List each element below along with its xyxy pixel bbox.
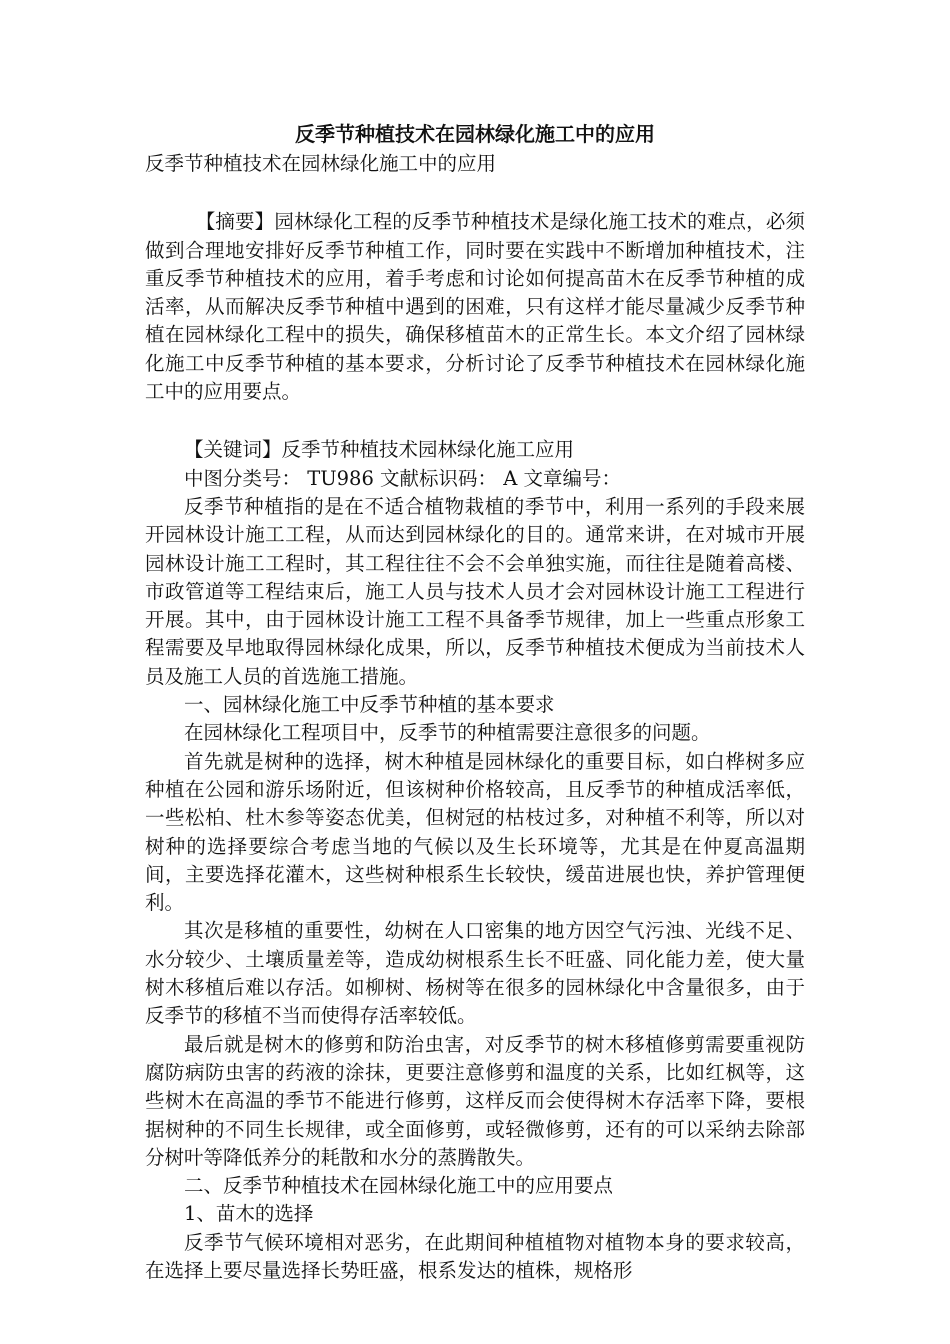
section2-paragraph-1: 反季节气候环境相对恶劣，在此期间种植植物对植物本身的要求较高，在选择上要尽量选择长势旺盛，根系发达的植株，规格形	[145, 1230, 805, 1282]
keywords-line: 【关键词】反季节种植技术园林绿化施工应用	[184, 438, 575, 462]
section-heading-2: 二、反季节种植技术在园林绿化施工中的应用要点	[184, 1174, 614, 1198]
document-body	[145, 150, 805, 1285]
intro-paragraph: 反季节种植指的是在不适合植物栽植的季节中，利用一系列的手段来展开园林设计施工工程，从而达到园林绿化的目的。通常来讲，在对城市开展园林设计施工工程时，其工程往往不会不会单独实施，而往往是随着高楼、市政管道等工程结束后，施工人员与技术人员才会对园林设计施工工程进行开展。其中，由于园林设计施工工程不具备季节规律，加上一些重点形象工程需要及早地取得园林绿化成果，所以，反季节种植技术便成为当前技术人员及施工人员的首选施工措施。	[145, 494, 805, 688]
document-title: 反季节种植技术在园林绿化施工中的应用	[295, 122, 655, 146]
subsection-heading-1: 1、苗木的选择	[184, 1202, 314, 1226]
abstract-paragraph: 【摘要】园林绿化工程的反季节种植技术是绿化施工技术的难点，必须做到合理地安排好反季节种植工作，同时要在实践中不断增加种植技术，注重反季节种植技术的应用，着手考虑和讨论如何提高苗木在反季节种植的成活率，从而解决反季节种植中遇到的困难，只有这样才能尽量减少反季节种植在园林绿化工程中的损失，确保移植苗木的正常生长。本文介绍了园林绿化施工中反季节种植的基本要求，分析讨论了反季节种植技术在园林绿化施工中的应用要点。	[145, 210, 805, 404]
section1-paragraph-2: 首先就是树种的选择，树木种植是园林绿化的重要目标，如白桦树多应种植在公园和游乐场附近，但该树种价格较高，且反季节的种植成活率低，一些松柏、杜木参等姿态优美，但树冠的枯枝过多，对种植不利等，所以对树种的选择要综合考虑当地的气候以及生长环境等，尤其是在仲夏高温期间，主要选择花灌木，这些树种根系生长较快，缓苗进展也快，养护管理便利。	[145, 749, 805, 915]
section1-paragraph-4: 最后就是树木的修剪和防治虫害，对反季节的树木移植修剪需要重视防腐防病防虫害的药液的涂抹，更要注意修剪和温度的关系，比如红枫等，这些树木在高温的季节不能进行修剪，这样反而会使得树木存活率下降，要根据树种的不同生长规律，或全面修剪，或轻微修剪，还有的可以采纳去除部分树叶等降低养分的耗散和水分的蒸腾散失。	[145, 1032, 805, 1169]
section1-paragraph-1: 在园林绿化工程项目中，反季节的种植需要注意很多的问题。	[184, 721, 711, 745]
section1-paragraph-3: 其次是移植的重要性，幼树在人口密集的地方因空气污浊、光线不足、水分较少、土壤质量差等，造成幼树根系生长不旺盛、同化能力差，使大量树木移植后难以存活。如柳树、杨树等在很多的园林绿化中含量很多，由于反季节的移植不当而使得存活率较低。	[145, 919, 805, 1028]
classification-line: 中图分类号： TU986 文献标识码： A 文章编号：	[184, 466, 622, 490]
document-subtitle: 反季节种植技术在园林绿化施工中的应用	[145, 152, 497, 175]
section-heading-1: 一、园林绿化施工中反季节种植的基本要求	[184, 693, 555, 717]
